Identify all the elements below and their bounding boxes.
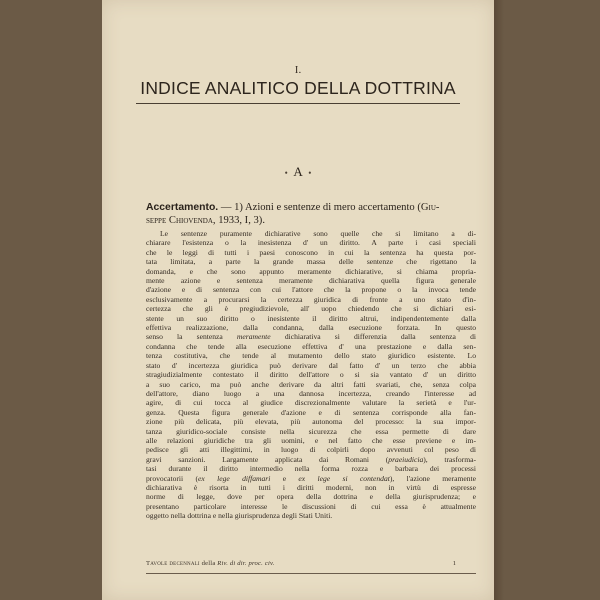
- body-line: tanza giuridico-sociale consiste nella sicurezza che essa permette di dare: [146, 426, 476, 436]
- entry-author-first: Giu: [420, 202, 436, 213]
- body-line: esclusivamente a procurarsi la certezza giuridica di fronte a uno stato d'in-: [146, 294, 476, 304]
- entry-dash: — 1): [218, 202, 245, 213]
- body-line: norme di legge, dove per opera della dottrina e della giurisprudenza; e: [146, 492, 476, 502]
- body-line: stente un suo diritto o inesistente il diritto altrui, indipendentemente dalla: [146, 313, 476, 323]
- body-line: effettiva realizzazione, dalla condanna, dalla esecuzione forzata. In questo: [146, 323, 476, 333]
- alphabet-section-heading: [102, 164, 494, 180]
- body-line: condanna che tende alla esecuzione effettiva d' una prestazione e dalla sen-: [146, 341, 476, 351]
- body-line: genza. Questa figura generale d'azione e di sentenza corrisponde alla fan-: [146, 407, 476, 417]
- body-line: alle relazioni giuridiche tra gli uomini, e nel fatto che esse previene e im-: [146, 435, 476, 445]
- body-line: Le sentenze puramente dichiarative sono quelle che si limitano a di-: [160, 229, 476, 238]
- body-line: provocatorii (ex lege diffamari e ex lege si contendat), l'azione meramente: [146, 473, 477, 483]
- body-line: tata limitata, a parte la grande massa delle sentenze che rigettano la: [146, 257, 476, 267]
- body-line: dell'attore, diano luogo a una dannosa incertezza, creando l'interesse ad: [146, 388, 476, 398]
- footer-page-number: 1: [452, 560, 456, 567]
- body-line: presentano particolare interesse le discussioni di cui essa è attualmente: [146, 501, 476, 511]
- page-edge-shadow: [494, 0, 504, 600]
- body-line: domanda, e che sono appunto meramente dichiarative, si chiama propria-: [146, 266, 476, 276]
- entry-body: [146, 229, 476, 521]
- entry-citation: , 1933, I, 3).: [212, 215, 265, 226]
- body-line: tasi durante il diritto intermedio nella forma rozza e barbara dei processi: [146, 464, 476, 474]
- body-line: mente azione e sentenza meramente dichiarativa quella figura generale: [146, 276, 476, 286]
- title-container: [102, 78, 494, 104]
- body-line: oggetto nella dottrina e nella giurisprudenza degli Stati Uniti.: [146, 511, 333, 521]
- entry-heading-text: Azioni e sentenze di mero accertamento (: [244, 202, 421, 213]
- ornament-right-icon: •: [308, 168, 312, 178]
- body-line: stragiudizialmente contestato il diritto dell'attore o si sia vantato d' un diritto: [146, 370, 476, 380]
- entry-headword: Accertamento.: [146, 202, 219, 213]
- body-line: d'azione e di sentenza con cui l'attore che la propone o la invoca tende: [146, 285, 476, 295]
- body-line: a suo carico, ma può anche derivare da altri fatti svariati, che, senza colpa: [146, 379, 476, 389]
- body-line: senso la sentenza meramente dichiarativa si differenzia dalla sentenza di: [146, 332, 476, 342]
- entry-author-second: seppe Chiovenda: [146, 215, 213, 226]
- footer-source: Tavole decennali della Riv. di dir. proc. civ.: [146, 560, 275, 567]
- book-page: [102, 0, 494, 600]
- body-line: certezza che gli è pregiudizievole, all' uopo chiedendo che si dichiari esi-: [146, 304, 476, 314]
- body-line: agire, di cui tocca al giudice discrezionalmente valutare la serietà e l'ur-: [146, 398, 476, 408]
- body-line: gravi sanzioni. Largamente applicata dai Romani (praeiudicia), trasforma-: [146, 454, 477, 464]
- page-title: INDICE ANALITICO DELLA DOTTRINA: [136, 78, 459, 104]
- body-line: stato d' incertezza giuridica può derivare dal fatto d' un terzo che abbia: [146, 360, 476, 370]
- section-number: I.: [294, 64, 302, 76]
- body-line: dichiarativa è risorta in tutti i diritti moderni, non in virtù di espresse: [146, 482, 476, 492]
- body-line: pedisce gli atti illegittimi, in luogo di colpirli dopo avvenuti col peso di: [146, 445, 476, 455]
- entry-heading: Accertamento. — 1) Azioni e sentenze di mero accertamento (Giu- seppe Chiovenda, 1933, I, 3).: [146, 202, 440, 226]
- ornament-left-icon: •: [284, 168, 288, 178]
- footer-rule: [146, 573, 476, 574]
- body-line: zione più delicata, più elevata, più autonoma del processo: la sua impor-: [146, 417, 476, 427]
- body-line: che le leggi di tutti i paesi conoscono in cui la sentenza ha questa por-: [146, 247, 476, 257]
- section-letter: A: [293, 164, 302, 179]
- body-line: chiarare l'esistenza o la inesistenza d' un diritto. A parte i casi speciali: [146, 238, 476, 248]
- body-line: tenza costitutiva, che tende al mutamento dello stato giuridico esistente. Lo: [146, 351, 476, 361]
